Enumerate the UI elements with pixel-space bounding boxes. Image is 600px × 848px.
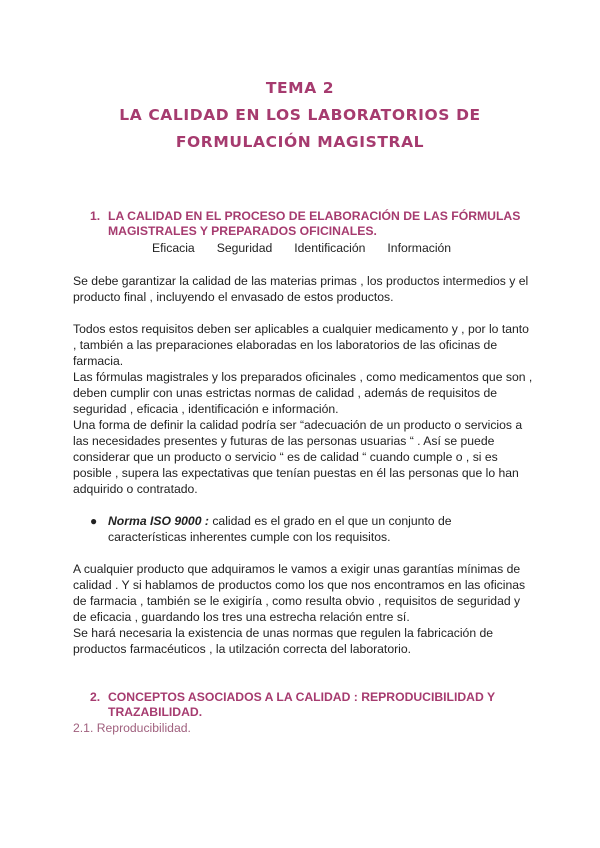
term-seguridad: Seguridad: [216, 241, 273, 255]
bullet-text: calidad es el grado en el que un conjunto de características inherentes cumple con los requisitos.: [108, 514, 452, 545]
paragraph-3: Las fórmulas magistrales y los preparados oficinales , como medicamentos que son , deben cumplir con unas estrictas normas de calidad , además de requisitos de seguridad , eficacia , identificación e información.: [73, 370, 533, 417]
paragraph-1: Se debe garantizar la calidad de las materias primas , los productos intermedios y el producto final , incluyendo el envasado de estos productos.: [73, 274, 529, 305]
bullet-icon: ●: [90, 514, 98, 528]
term-eficacia: Eficacia: [152, 241, 195, 255]
section-2-number: 2.: [90, 690, 101, 704]
section-1-heading-text: LA CALIDAD EN EL PROCESO DE ELABORACIÓN DE LAS FÓRMULAS MAGISTRALES Y PREPARADOS OFICINALES.: [108, 209, 521, 238]
section-2-heading-text: CONCEPTOS ASOCIADOS A LA CALIDAD : REPRODUCIBILIDAD Y TRAZABILIDAD.: [108, 690, 495, 719]
paragraph-6: Se hará necesaria la existencia de unas normas que regulen la fabricación de productos farmacéuticos , la utilzación correcta del laboratorio.: [73, 626, 494, 657]
section-2-heading: [90, 690, 530, 720]
iso-definition-bullet: [90, 513, 530, 545]
term-identificacion: Identificación: [294, 241, 366, 255]
quality-terms: [152, 241, 473, 256]
document-title-line-3: FORMULACIÓN MAGISTRAL: [175, 133, 425, 151]
document-title-line-1: TEMA 2: [265, 79, 335, 97]
document-title-line-2: LA CALIDAD EN LOS LABORATORIOS DE: [119, 106, 481, 124]
term-informacion: Información: [387, 241, 452, 255]
bullet-label: Norma ISO 9000 :: [108, 514, 209, 528]
section-1-number: 1.: [90, 209, 101, 223]
section-1-heading: [90, 209, 530, 239]
paragraph-5: A cualquier producto que adquiramos le vamos a exigir unas garantías mínimas de calidad . Y si hablamos de productos como los que nos encontramos en las oficinas de farmacia , también se le exigiría , como resulta obvio , requisitos de seguridad y de eficacia , guardando los tres una estrecha relación entre sí.: [73, 562, 526, 625]
paragraph-4: Una forma de definir la calidad podría ser “adecuación de un producto o servicios a las necesidades presentes y futuras de las personas usuarias “ . Así se puede considerar que un producto o servicio “ es de calidad “ cuando cumple o , si es posible , supera las expectativas que tenían puestas en él las personas que lo han adquirido o contratado.: [73, 418, 523, 497]
paragraph-2: Todos estos requisitos deben ser aplicables a cualquier medicamento y , por lo tanto , también a las preparaciones elaboradas en los laboratorios de las oficinas de farmacia.: [73, 322, 529, 369]
subsection-2-1: 2.1. Reproducibilidad.: [73, 721, 191, 735]
bullet-body: [90, 513, 530, 545]
